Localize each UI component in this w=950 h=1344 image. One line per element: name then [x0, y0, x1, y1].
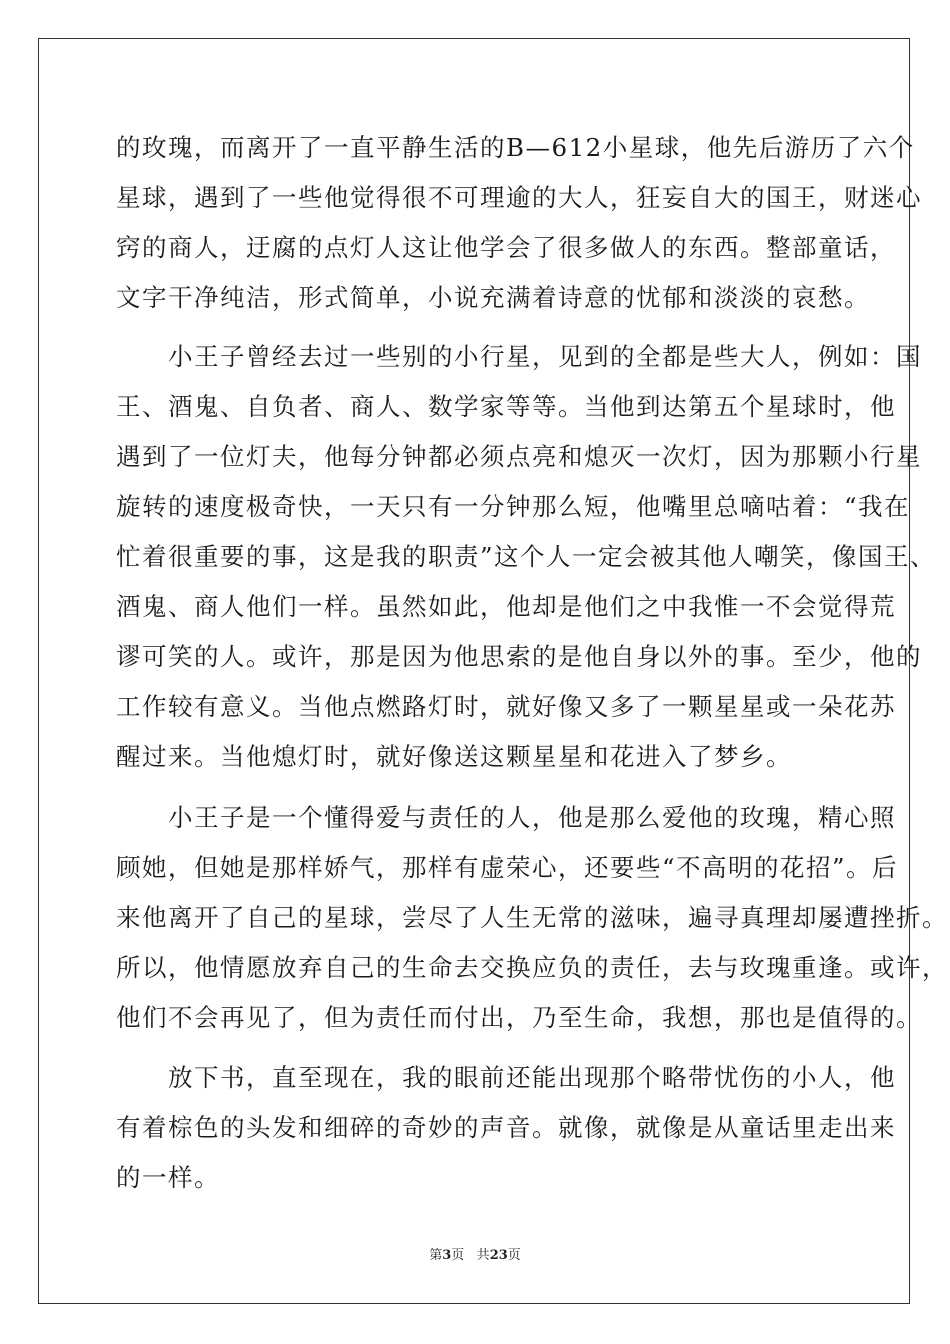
- total-prefix: 共: [476, 1248, 490, 1263]
- text-line: 的一样。: [116, 1163, 220, 1192]
- text-line: 遇到了一位灯夫，他每分钟都必须点亮和熄灭一次灯，因为那颗小行星: [116, 442, 922, 471]
- text-line: 窍的商人，迂腐的点灯人这让他学会了很多做人的东西。整部童话，: [116, 233, 896, 262]
- text-line: 工作较有意义。当他点燃路灯时，就好像又多了一颗星星或一朵花苏: [116, 692, 896, 721]
- text-line: 放下书，直至现在，我的眼前还能出现那个略带忧伤的小人，他: [116, 1063, 896, 1092]
- text-line: 有着棕色的头发和细碎的奇妙的声音。就像，就像是从童话里走出来: [116, 1113, 896, 1142]
- total-pages: 23: [489, 1248, 508, 1263]
- text-line: 顾她，但她是那样娇气，那样有虚荣心，还要些“不高明的花招”。后: [116, 853, 899, 882]
- text-line: 小王子曾经去过一些别的小行星，见到的全都是些大人，例如：国: [116, 342, 922, 371]
- page-footer: [0, 1244, 950, 1263]
- total-unit: 页: [507, 1248, 521, 1263]
- text-line: 谬可笑的人。或许，那是因为他思索的是他自身以外的事。至少，他的: [116, 642, 922, 671]
- text-line: 所以，他情愿放弃自己的生命去交换应负的责任，去与玫瑰重逢。或许，: [116, 953, 948, 982]
- text-line: 小王子是一个懂得爱与责任的人，他是那么爱他的玫瑰，精心照: [116, 803, 896, 832]
- text-line: 旋转的速度极奇快，一天只有一分钟那么短，他嘴里总嘀咕着：“我在: [116, 492, 911, 521]
- text-line: 酒鬼、商人他们一样。虽然如此，他却是他们之中我惟一不会觉得荒: [116, 592, 896, 621]
- text-line: 醒过来。当他熄灯时，就好像送这颗星星和花进入了梦乡。: [116, 742, 792, 771]
- text-line: 来他离开了自己的星球，尝尽了人生无常的滋味，遍寻真理却屡遭挫折。: [116, 903, 948, 932]
- page-unit: 页: [451, 1248, 465, 1263]
- text-line: 忙着很重要的事，这是我的职责”这个人一定会被其他人嘲笑，像国王、: [116, 542, 937, 571]
- text-line: 王、酒鬼、自负者、商人、数学家等等。当他到达第五个星球时，他: [116, 392, 896, 421]
- page-prefix: 第: [429, 1248, 443, 1263]
- text-line: 文字干净纯洁，形式简单，小说充满着诗意的忧郁和淡淡的哀愁。: [116, 283, 870, 312]
- text-line: 他们不会再见了，但为责任而付出，乃至生命，我想，那也是值得的。: [116, 1003, 922, 1032]
- page-number: 3: [442, 1248, 452, 1263]
- text-line: 星球，遇到了一些他觉得很不可理逾的大人，狂妄自大的国王，财迷心: [116, 183, 922, 212]
- text-line: 的玫瑰，而离开了一直平静生活的B—612小星球，他先后游历了六个: [116, 133, 915, 162]
